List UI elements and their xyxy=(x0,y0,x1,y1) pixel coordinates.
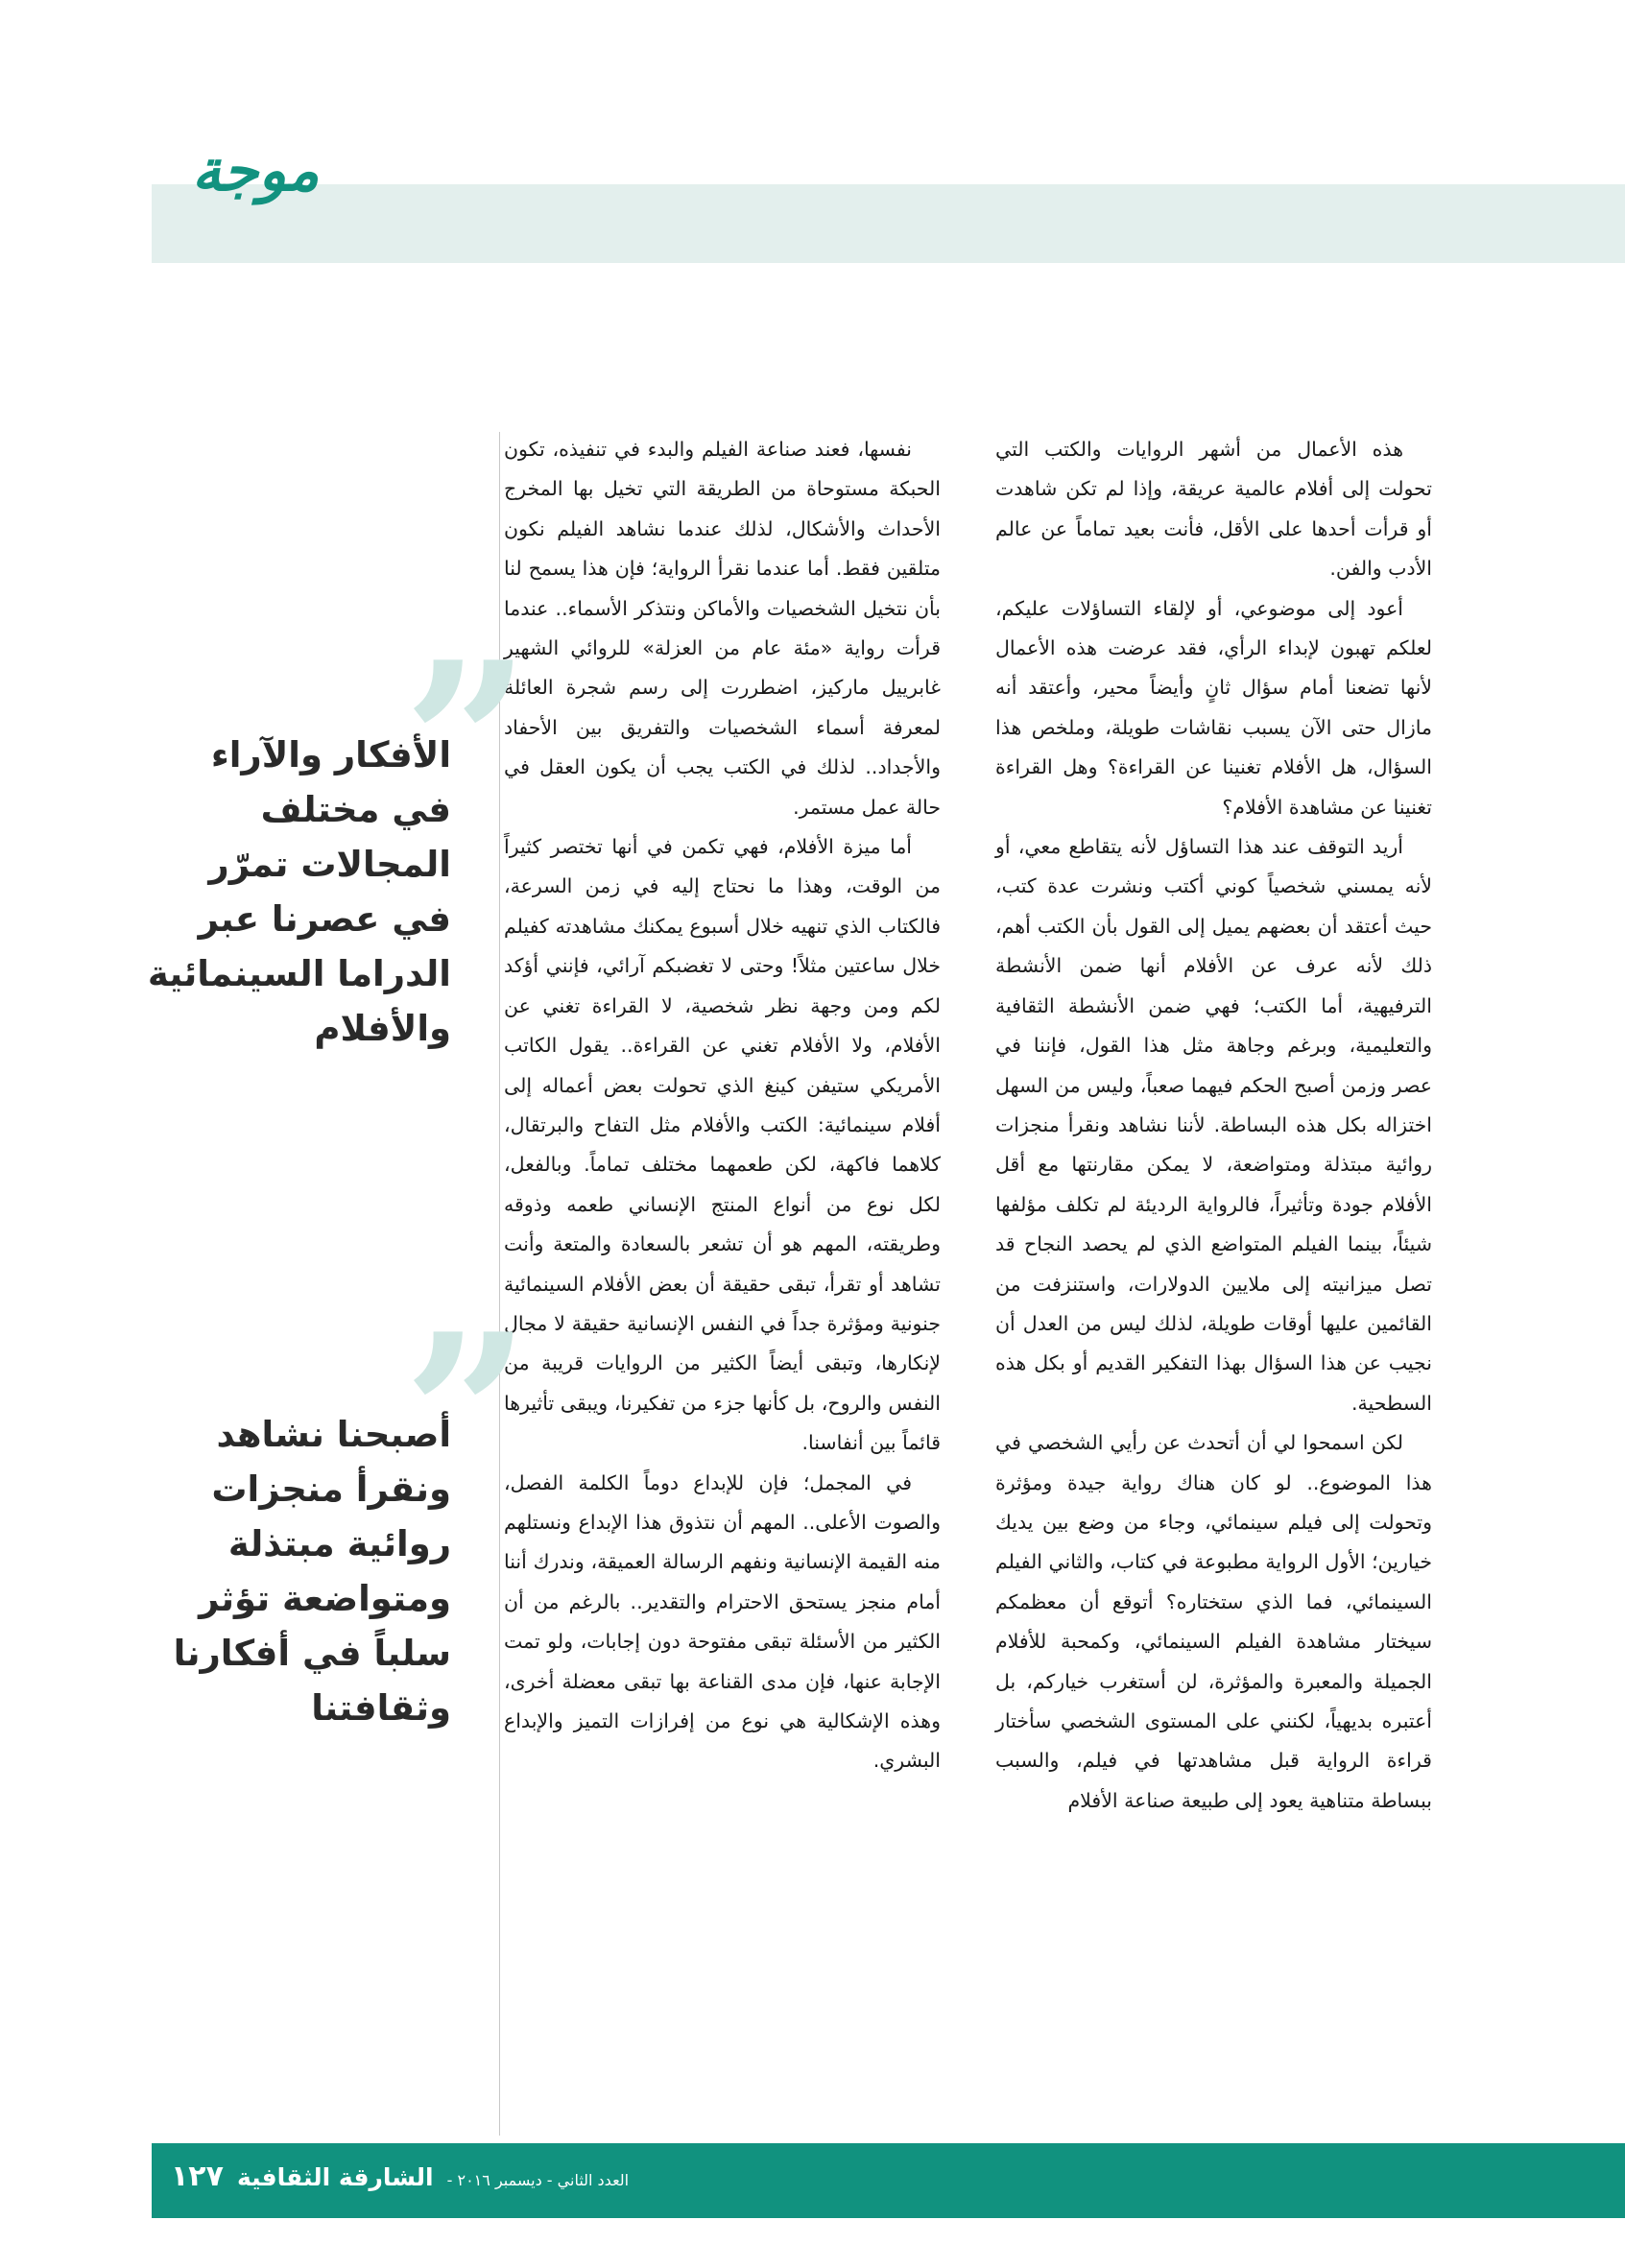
page-number: ١٢٧ xyxy=(171,2160,224,2193)
article-column-1 xyxy=(995,430,1432,1821)
paragraph: أما ميزة الأفلام، فهي تكمن في أنها تختصر كثيراً من الوقت، وهذا ما نحتاج إليه في زمن السرعة، فالكتاب الذي تنهيه خلال أسبوع يمكنك مشاهدته كفيلم خلال ساعتين مثلاً! وحتى لا تغضبكم آرائي، فإنني أؤكد لكم ومن وجهة نظر شخصية، لا القراءة تغني عن الأفلام، ولا الأفلام تغني عن القراءة.. يقول الكاتب الأمريكي ستيفن كينغ الذي تحولت بعض أعماله إلى أفلام سينمائية: الكتب والأفلام مثل التفاح والبرتقال، كلاهما فاكهة، لكن طعمهما مختلف تماماً. وبالفعل، لكل نوع من أنواع المنتج الإنساني طعمه وذوقه وطريقته، المهم هو أن تشعر بالسعادة والمتعة وأنت تشاهد أو تقرأ، تبقى حقيقة أن بعض الأفلام السينمائية جنونية ومؤثرة جداً في النفس الإنسانية حقيقة لا مجال لإنكارها، وتبقى أيضاً الكثير من الروايات قريبة من النفس والروح، بل كأنها جزء من تفكيرنا، ويبقى تأثيرها قائماً بين أنفاسنا. xyxy=(504,835,941,1455)
paragraph: هذه الأعمال من أشهر الروايات والكتب التي تحولت إلى أفلام عالمية عريقة، وإذا لم تكن شاهدت أو قرأت أحدها على الأقل، فأنت بعيد تماماً عن عالم الأدب والفن. xyxy=(995,438,1432,581)
paragraph: أعود إلى موضوعي، أو لإلقاء التساؤلات عليكم، لعلكم تهبون لإبداء الرأي، فقد عرضت هذه الأعمال لأنها تضعنا أمام سؤال ثانٍ وأيضاً محير، وأعتقد أنه مازال حتى الآن يسبب نقاشات طويلة، وملخص هذا السؤال، هل الأفلام تغنينا عن القراءة؟ وهل القراءة تغنينا عن مشاهدة الأفلام؟ xyxy=(995,596,1432,819)
issue-info: العدد الثاني - ديسمبر ٢٠١٦ - xyxy=(446,2171,630,2189)
paragraph: في المجمل؛ فإن للإبداع دوماً الكلمة الفصل، والصوت الأعلى.. المهم أن نتذوق هذا الإبداع ونستلهم منه القيمة الإنسانية ونفهم الرسالة العميقة، وندرك أننا أمام منجز يستحق الاحترام والتقدير.. بالرغم من أن الكثير من الأسئلة تبقى مفتوحة دون إجابات، ولو تمت الإجابة عنها، فإن مدى القناعة بها تبقى معضلة أخرى، وهذه الإشكالية هي نوع من إفرازات التميز والإبداع البشري. xyxy=(504,1470,941,1773)
paragraph: لكن اسمحوا لي أن أتحدث عن رأيي الشخصي في هذا الموضوع.. لو كان هناك رواية جيدة ومؤثرة وتحولت إلى فيلم سينمائي، وجاء من وضع بين يديك خيارين؛ الأول الرواية مطبوعة في كتاب، والثاني الفيلم السينمائي، فما الذي ستختاره؟ أتوقع أن معظمكم سيختار مشاهدة الفيلم السينمائي، وكمحبة للأفلام الجميلة والمعبرة والمؤثرة، لن أستغرب خياركم، بل أعتبره بديهياً، لكنني على المستوى الشخصي سأختار قراءة الرواية قبل مشاهدتها في فيلم، والسبب ببساطة متناهية يعود إلى طبيعة صناعة الأفلام xyxy=(995,1431,1432,1812)
paragraph: نفسها، فعند صناعة الفيلم والبدء في تنفيذه، تكون الحبكة مستوحاة من الطريقة التي تخيل بها المخرج الأحداث والأشكال، لذلك عندما نشاهد الفيلم نكون متلقين فقط. أما عندما نقرأ الرواية؛ فإن هذا يسمح لنا بأن نتخيل الشخصيات والأماكن ونتذكر الأسماء.. عندما قرأت رواية «مئة عام من العزلة» للروائي الشهير غابرييل ماركيز، اضطررت إلى رسم شجرة العائلة لمعرفة أسماء الشخصيات والتفريق بين الأحفاد والأجداد.. لذلك في الكتب يجب أن يكون العقل في حالة عمل مستمر. xyxy=(504,438,941,819)
header-band xyxy=(152,184,1625,263)
quote-mark-icon: ” xyxy=(403,1286,531,1545)
magazine-name: الشارقة الثقافية xyxy=(236,2163,434,2191)
section-title: موجة xyxy=(192,137,320,204)
pull-quote: الأفكار والآراء في مختلف المجالات تمرّر في عصرنا عبر الدراما السينمائية والأفلام xyxy=(147,734,451,1049)
quote-mark-icon: ” xyxy=(403,614,531,873)
pull-quote: أصبحنا نشاهد ونقرأ منجزات روائية مبتذلة ومتواضعة تؤثر سلباً في أفكارنا وثقافتنا xyxy=(173,1414,451,1729)
article-column-2 xyxy=(504,430,941,1781)
footer xyxy=(171,2160,629,2193)
paragraph: أريد التوقف عند هذا التساؤل لأنه يتقاطع معي، أو لأنه يمسني شخصياً كوني أكتب ونشرت عدة كتب، حيث أعتقد أن بعضهم يميل إلى القول بأن الكتب أهم، ذلك لأنه عرف عن الأفلام أنها ضمن الأنشطة الترفيهية، أما الكتب؛ فهي ضمن الأنشطة الثقافية والتعليمية، وبرغم وجاهة مثل هذا القول، فإننا في عصر وزمن أصبح الحكم فيهما صعباً، وليس من السهل اختزاله بكل هذه البساطة. لأننا نشاهد ونقرأ منجزات روائية مبتذلة ومتواضعة، لا يمكن مقارنتها مع أقل الأفلام جودة وتأثيراً، فالرواية الرديئة لم تكلف مؤلفها شيئاً، بينما الفيلم المتواضع الذي لم يحصد النجاح قد تصل ميزانيته إلى ملايين الدولارات، واستنزفت من القائمين عليها أوقات طويلة، لذلك ليس من العدل أن نجيب عن هذا السؤال بهذا التفكير القديم أو بكل هذه السطحية. xyxy=(995,835,1432,1415)
